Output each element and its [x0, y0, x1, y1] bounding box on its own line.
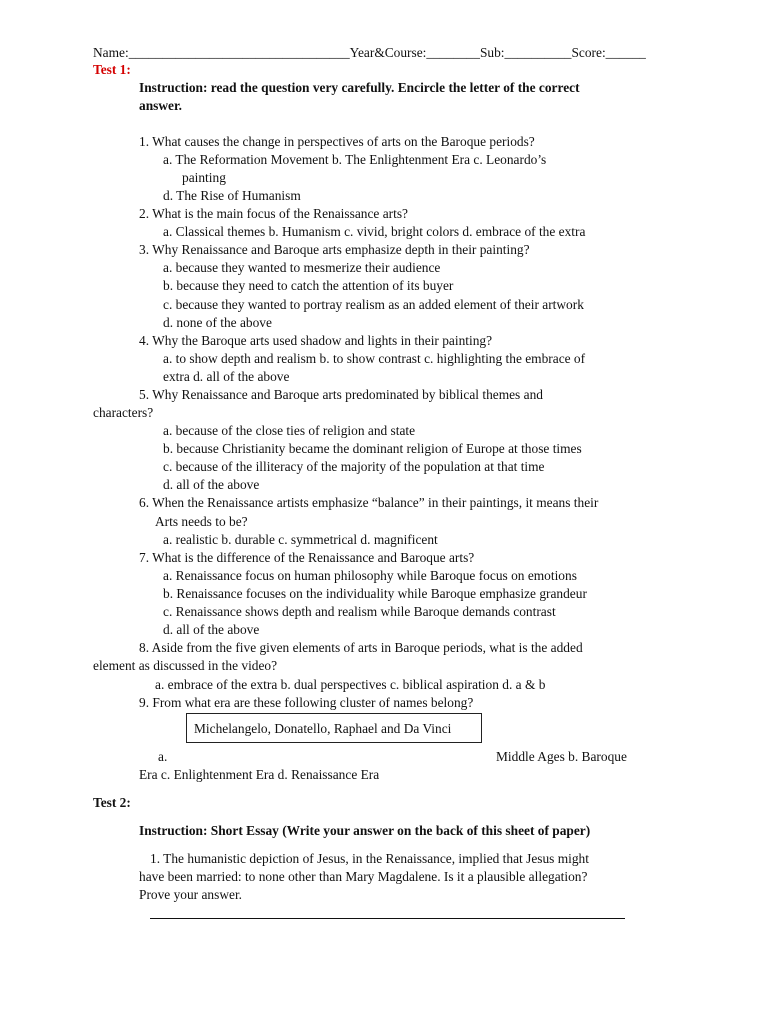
q2-options: a. Classical themes b. Humanism c. vivid, bright colors d. embrace of the extra	[163, 224, 586, 239]
q9-options: Middle Ages b. Baroque	[496, 749, 627, 764]
essay-question: 1. The humanistic depiction of Jesus, in the Renaissance, implied that Jesus might	[150, 851, 589, 866]
q8-options: a. embrace of the extra b. dual perspectives c. biblical aspiration d. a & b	[155, 677, 546, 692]
q3-question: 3. Why Renaissance and Baroque arts emphasize depth in their painting?	[139, 242, 530, 257]
q9-options-cont: Era c. Enlightenment Era d. Renaissance Era	[139, 767, 380, 782]
q7-question: 7. What is the difference of the Renaissance and Baroque arts?	[139, 550, 475, 565]
q9-option-a-letter: a.	[158, 749, 168, 764]
names-box	[186, 713, 482, 743]
names-box-text: Michelangelo, Donatello, Raphael and Da Vinci	[194, 721, 452, 736]
q3-option-d: d. none of the above	[163, 315, 272, 330]
header-fields: Name:_________________________________Year&Course:________Sub:__________Score:______	[93, 45, 646, 60]
q7-option-b: b. Renaissance focuses on the individuality while Baroque emphasize grandeur	[163, 586, 587, 601]
q1-question: 1. What causes the change in perspectives of arts on the Baroque periods?	[139, 134, 535, 149]
q6-question-cont: Arts needs to be?	[155, 514, 248, 529]
q3-option-c: c. because they wanted to portray realism as an added element of their artwork	[163, 297, 584, 312]
q7-option-c: c. Renaissance shows depth and realism while Baroque demands contrast	[163, 604, 556, 619]
essay-question-end: Prove your answer.	[139, 887, 243, 902]
q5-option-d: d. all of the above	[163, 477, 260, 492]
q1-options: a. The Reformation Movement b. The Enlightenment Era c. Leonardo’s	[163, 152, 547, 167]
q4-question: 4. Why the Baroque arts used shadow and lights in their painting?	[139, 333, 493, 348]
q7-option-a: a. Renaissance focus on human philosophy while Baroque focus on emotions	[163, 568, 577, 583]
q9-question: 9. From what era are these following cluster of names belong?	[139, 695, 474, 710]
q6-question: 6. When the Renaissance artists emphasize “balance” in their paintings, it means their	[139, 495, 599, 510]
q6-options: a. realistic b. durable c. symmetrical d. magnificent	[163, 532, 438, 547]
q5-option-a: a. because of the close ties of religion and state	[163, 423, 416, 438]
q4-options-cont: extra d. all of the above	[163, 369, 290, 384]
q3-option-b: b. because they need to catch the attention of its buyer	[163, 278, 454, 293]
answer-line	[150, 918, 625, 919]
q8-question: 8. Aside from the five given elements of arts in Baroque periods, what is the added	[139, 640, 583, 655]
test1-instruction: Instruction: read the question very carefully. Encircle the letter of the correct	[139, 80, 580, 95]
q4-options: a. to show depth and realism b. to show contrast c. highlighting the embrace of	[163, 351, 586, 366]
test2-label: Test 2:	[93, 795, 131, 810]
q1-options-cont: painting	[182, 170, 226, 185]
test1-label: Test 1:	[93, 62, 131, 77]
q7-option-d: d. all of the above	[163, 622, 260, 637]
q5-option-b: b. because Christianity became the dominant religion of Europe at those times	[163, 441, 582, 456]
test2-instruction: Instruction: Short Essay (Write your answer on the back of this sheet of paper)	[139, 823, 591, 838]
essay-question-cont: have been married: to none other than Mary Magdalene. Is it a plausible allegation?	[139, 869, 588, 884]
q5-question: 5. Why Renaissance and Baroque arts predominated by biblical themes and	[139, 387, 543, 402]
test1-instruction-cont: answer.	[139, 98, 183, 113]
q3-option-a: a. because they wanted to mesmerize their audience	[163, 260, 441, 275]
q5-question-cont: characters?	[93, 405, 154, 420]
q8-question-cont: element as discussed in the video?	[93, 658, 278, 673]
q1-option-d: d. The Rise of Humanism	[163, 188, 301, 203]
q2-question: 2. What is the main focus of the Renaissance arts?	[139, 206, 408, 221]
q5-option-c: c. because of the illiteracy of the majority of the population at that time	[163, 459, 545, 474]
